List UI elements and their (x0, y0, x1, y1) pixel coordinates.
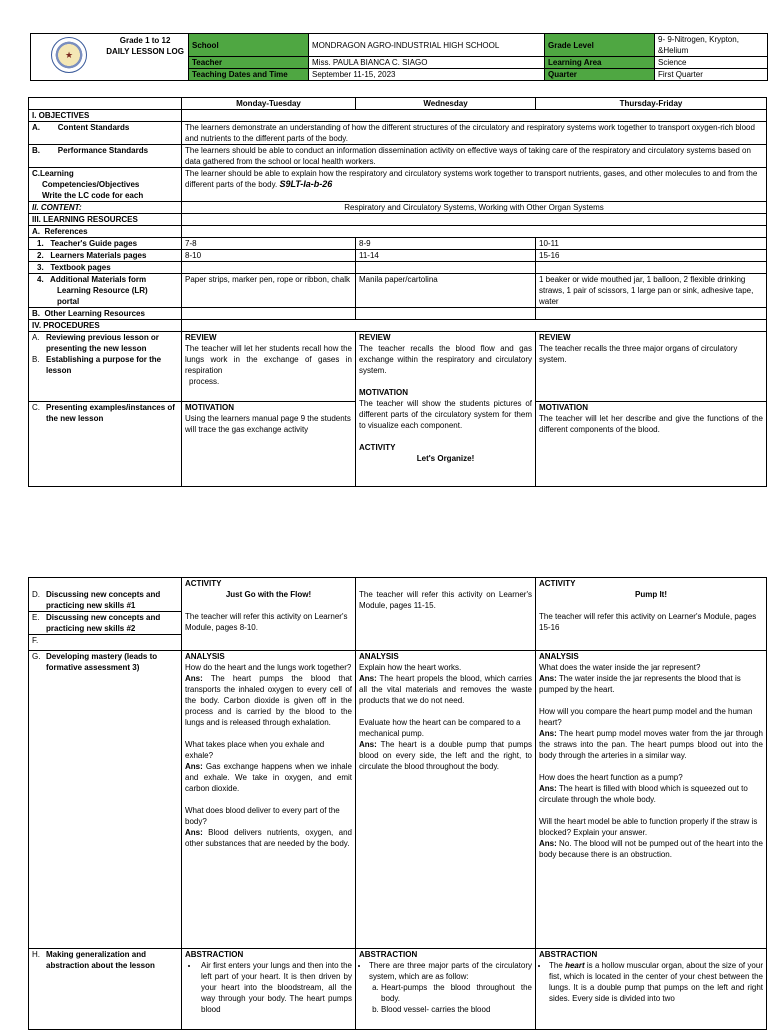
competencies-text: The learner should be able to explain how the respiratory and circulatory systems work together to transport nutrients, gases, and other molecules to and from the different parts of the body. S9LT-Ia-b-26 (182, 168, 767, 202)
lesson-log-table-continued (28, 577, 767, 1030)
lesson-log-table (28, 97, 767, 487)
additional-materials-value: Manila paper/cartolina (356, 274, 536, 308)
header-logo-cell (31, 34, 189, 81)
lm-pages-label: 2. Learners Materials pages (29, 250, 182, 262)
procedure-label-c: C. Presenting examples/instances of the new lesson (29, 402, 182, 487)
content-standards-label: A. Content Standards (29, 122, 182, 145)
additional-materials-value: Paper strips, marker pen, rope or ribbon, chalk (182, 274, 356, 308)
lm-pages-value: 8-10 (182, 250, 356, 262)
thursday-activity-cell: ACTIVITY Pump It! The teacher will refer this activity on Learner's Module, pages 15-16 (536, 578, 767, 651)
lc-code: S9LT-Ia-b-26 (279, 179, 333, 189)
wednesday-analysis-cell: ANALYSIS Explain how the heart works. Ans: The heart propels the blood, which carries all the vital materials and removes the waste products that we do not need. Evaluate how the heart can be compared to a mechanical pump. Ans: The heart is a double pump that pumps blood on every side, the left and the right, to circulate the blood throughout the body. (356, 651, 536, 949)
thursday-abstraction-cell: ABSTRACTION • The heart is a hollow muscular organ, about the size of your fist, which is located in the center of your chest between the lungs. It is a double pump that pumps on the left and right sides. Every side is divided into two (536, 949, 767, 1030)
thursday-motivation-cell: MOTIVATION The teacher will let her describe and give the functions of the different components of the blood. (536, 402, 767, 487)
monday-review-cell: REVIEW The teacher will let her students recall how the lungs work in the exchange of gases in respiration process. (182, 332, 356, 402)
procedure-label-h: H. Making generalization and abstraction about the lesson (29, 949, 182, 1030)
day-column-header: Wednesday (356, 98, 536, 110)
tg-pages-value: 8-9 (356, 238, 536, 250)
pump-it-title: Pump It! (635, 590, 667, 599)
procedure-label-d-e-f: D. Discussing new concepts and practicing new skills #1 E. Discussing new concepts and practicing new skills #2 F. (29, 578, 182, 651)
other-resources-label: B. Other Learning Resources (29, 308, 182, 320)
tg-pages-value: 7-8 (182, 238, 356, 250)
day-column-header: Thursday-Friday (536, 98, 767, 110)
grade-label: Grade Level (545, 34, 655, 57)
day-column-header: Monday-Tuesday (182, 98, 356, 110)
lm-pages-value: 11-14 (356, 250, 536, 262)
area-value: Science (655, 57, 768, 69)
header-table (30, 33, 768, 81)
thursday-analysis-cell: ANALYSIS What does the water inside the jar represent? Ans: The water inside the jar represents the blood that is pumped by the heart. How will you compare the heart pump model and the human heart? Ans: The heart pump model moves water from the jar through the straws into the pan. The heart pumps blood out into the body through the arteries in a similar way. How does the heart function as a pump? Ans: The heart is filled with blood which is squeezed out to circulate through the whole body. Will the heart model be able to function properly if the straw is blocked? Explain your answer. Ans: No. The blood will not be pumped out of the heart into the body because there is an obstruction. (536, 651, 767, 949)
teacher-value: Miss. PAULA BIANCA C. SIAGO (309, 57, 545, 69)
school-value: MONDRAGON AGRO-INDUSTRIAL HIGH SCHOOL (309, 34, 545, 57)
area-label: Learning Area (545, 57, 655, 69)
quarter-value: First Quarter (655, 69, 768, 81)
references-label: A. References (29, 226, 182, 238)
content-text: Respiratory and Circulatory Systems, Working with Other Organ Systems (182, 202, 767, 214)
competencies-label: C.Learning Competencies/Objectives Write the LC code for each (29, 168, 182, 202)
teacher-label: Teacher (189, 57, 309, 69)
lets-organize-title: Let's Organize! (416, 454, 475, 463)
school-label: School (189, 34, 309, 57)
thursday-review-cell: REVIEW The teacher recalls the three major organs of circulatory system. (536, 332, 767, 402)
procedure-label-g: G. Developing mastery (leads to formative assessment 3) (29, 651, 182, 949)
grade-value: 9- 9-Nitrogen, Krypton, &Helium (655, 34, 768, 57)
content-label: II. CONTENT: (29, 202, 182, 214)
additional-materials-label: 4. Additional Materials form Learning Resource (LR) portal (29, 274, 182, 308)
log-title: DAILY LESSON LOG (106, 47, 184, 56)
lm-pages-value: 15-16 (536, 250, 767, 262)
monday-motivation-cell: MOTIVATION Using the learners manual page 9 the students will trace the gas exchange activity (182, 402, 356, 487)
additional-materials-value: 1 beaker or wide mouthed jar, 1 balloon, 2 flexible drinking straws, 1 pair of scissors, 1 large pan or sink, adhesive tape, water (536, 274, 767, 308)
tg-pages-value: 10-11 (536, 238, 767, 250)
wednesday-abstraction-cell: ABSTRACTION • There are three major parts of the circulatory system, which are as follow: a. Heart-pumps the blood throughout the body. b. Blood vessel- carries the blood (356, 949, 536, 1030)
wednesday-activity-cell: The teacher will refer this activity on Learner's Module, pages 11-15. (356, 578, 536, 651)
textbook-pages-label: 3. Textbook pages (29, 262, 182, 274)
content-standards-text: The learners demonstrate an understanding of how the different structures of the circulatory and respiratory systems work together to transport oxygen-rich blood and nutrients to the different parts of the body. (182, 122, 767, 145)
performance-standards-label: B. Performance Standards (29, 145, 182, 168)
wednesday-review-cell: REVIEW The teacher recalls the blood flow and gas exchange within the respiratory and circulatory system. MOTIVATION The teacher will show the students pictures of different parts of the circulatory system for them to visualize each component. ACTIVITY Let's Organize! (356, 332, 536, 487)
objectives-heading: I. OBJECTIVES (29, 110, 182, 122)
dates-value: September 11-15, 2023 (309, 69, 545, 81)
performance-standards-text: The learners should be able to conduct an information dissemination activity on effective ways of taking care of the respiratory and circulatory systems based on data gathered from the school or local health workers. (182, 145, 767, 168)
monday-analysis-cell: ANALYSIS How do the heart and the lungs work together? Ans: The heart pumps the blood that transports the inhaled oxygen to every cell of the body. Carbon dioxide is given off in the process and is carried by the blood to the lungs and is released through exhalation. What takes place when you exhale and exhale? Ans: Gas exchange happens when we inhale and exhale. We take in oxygen, and emit carbon dioxide. What does blood deliver to every part of the body? Ans: Blood delivers nutrients, oxygen, and other substances that are needed by the body. (182, 651, 356, 949)
just-go-with-the-flow-title: Just Go with the Flow! (225, 590, 312, 599)
deped-seal-icon: ★ (51, 37, 87, 73)
log-title-grade: Grade 1 to 12 (119, 36, 171, 45)
procedure-label-a-b: A. Reviewing previous lesson or presenting the new lesson B. Establishing a purpose for the lesson (29, 332, 182, 402)
quarter-label: Quarter (545, 69, 655, 81)
procedures-heading: IV. PROCEDURES (29, 320, 182, 332)
monday-activity-cell: ACTIVITY Just Go with the Flow! The teacher will refer this activity on Learner's Module, pages 8-10. (182, 578, 356, 651)
tg-pages-label: 1. Teacher's Guide pages (29, 238, 182, 250)
dates-label: Teaching Dates and Time (189, 69, 309, 81)
learning-resources-heading: III. LEARNING RESOURCES (29, 214, 182, 226)
monday-abstraction-cell: ABSTRACTION • Air first enters your lungs and then into the left part of your heart. It is then driven by your heart into the bloodstream, all the way through your body. The heart pumps blood (182, 949, 356, 1030)
